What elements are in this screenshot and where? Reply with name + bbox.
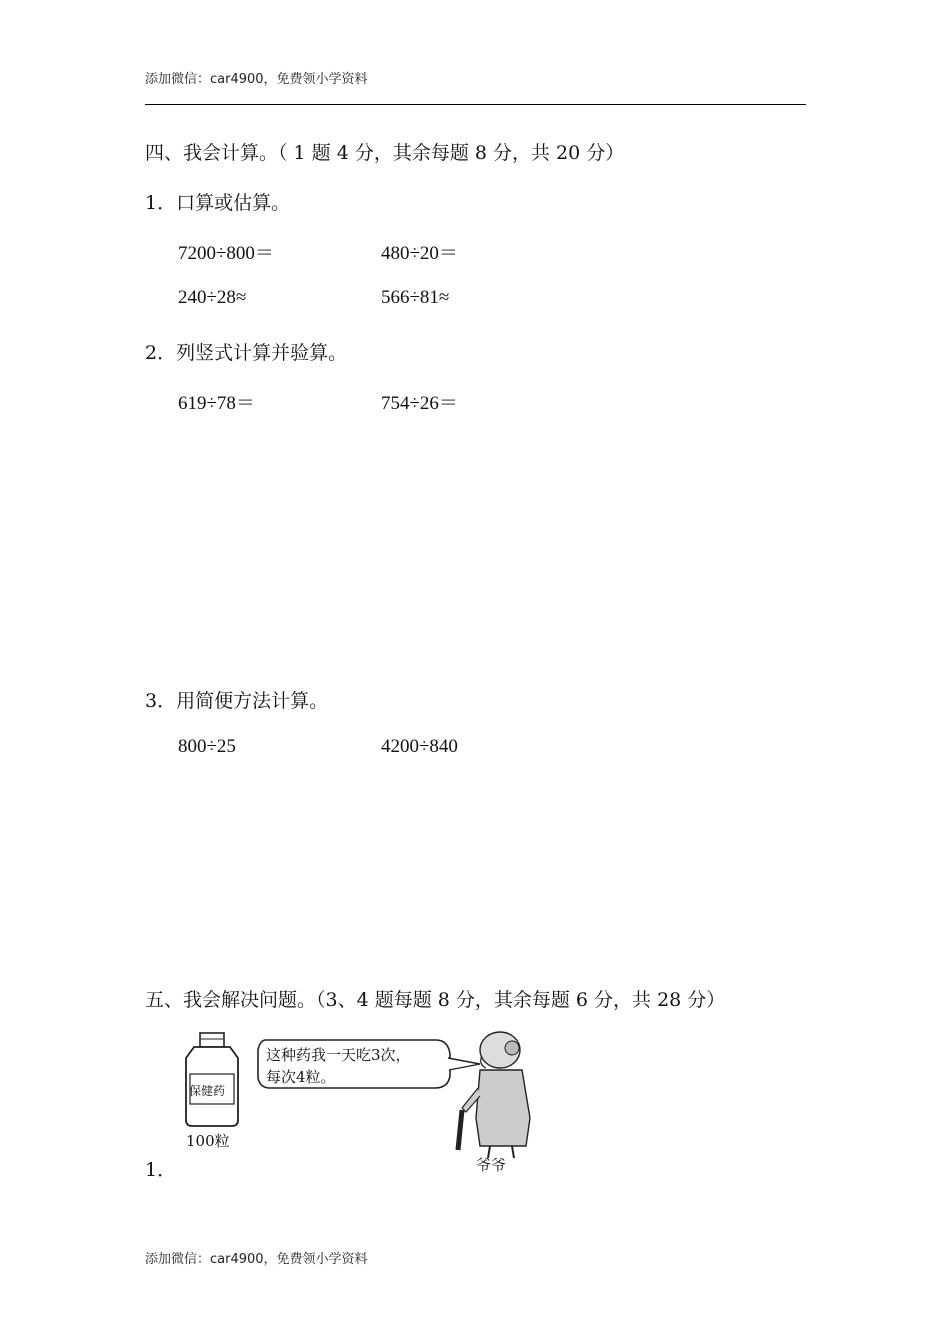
exercise-1c: 240÷28≈	[178, 287, 247, 308]
header-divider	[145, 104, 806, 105]
question-3-title: 3．用简便方法计算。	[145, 690, 329, 712]
exercise-2b: 754÷26＝	[381, 393, 458, 414]
exercise-2a: 619÷78＝	[178, 393, 255, 414]
bottle-count: 100粒	[186, 1132, 230, 1150]
problem-illustration	[180, 1028, 540, 1178]
speech-line-2: 每次4粒。	[266, 1068, 336, 1086]
header-note: 添加微信：car4900，免费领小学资料	[145, 72, 368, 87]
section-4-title: 四、我会计算。（ 1 题 4 分，其余每题 8 分，共 20 分）	[145, 142, 625, 164]
speech-line-1: 这种药我一天吃3次，	[266, 1046, 411, 1064]
exercise-3a: 800÷25	[178, 736, 236, 757]
exercise-1b: 480÷20＝	[381, 243, 458, 264]
exercise-1d: 566÷81≈	[381, 287, 450, 308]
bottle-label: 保健药	[189, 1084, 226, 1098]
medicine-bottle-icon	[186, 1033, 238, 1126]
footer-note: 添加微信：car4900，免费领小学资料	[145, 1252, 368, 1267]
question-1-title: 1．口算或估算。	[145, 192, 291, 214]
question-2-title: 2．列竖式计算并验算。	[145, 342, 348, 364]
problem-1-number: 1．	[145, 1159, 177, 1181]
exercise-1a: 7200÷800＝	[178, 243, 274, 264]
section-5-title: 五、我会解决问题。（3、4 题每题 8 分，其余每题 6 分，共 28 分）	[145, 989, 726, 1011]
grandpa-label: 爷爷	[476, 1156, 507, 1174]
exercise-3b: 4200÷840	[381, 736, 458, 757]
grandpa-icon	[458, 1032, 530, 1158]
